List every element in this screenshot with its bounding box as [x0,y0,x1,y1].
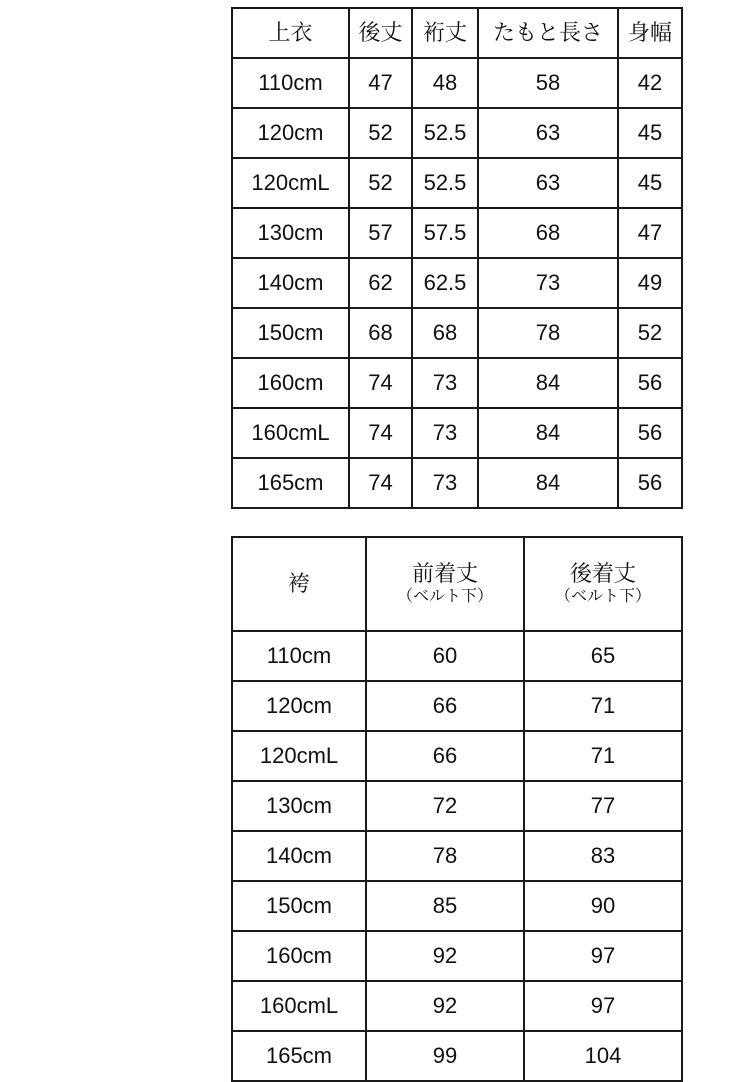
cell-front-length: 92 [366,981,524,1031]
row-label: 130cm [232,781,366,831]
cell-body-width: 45 [618,158,682,208]
column-header-front-length-sub: （ベルト下） [396,588,493,606]
cell-back-length: 47 [349,58,412,108]
table-row [232,681,682,731]
table-row [232,831,682,881]
cell-back-length: 52 [349,108,412,158]
hakama-size-table-container [231,536,683,1082]
cell-sleeve-width: 68 [412,308,478,358]
column-header-back-length-sub: （ベルト下） [554,588,651,606]
row-label: 160cm [232,358,349,408]
table-header-row [232,8,682,58]
tops-size-table-container [231,7,683,509]
row-label: 110cm [232,631,366,681]
row-label: 130cm [232,208,349,258]
cell-back-length: 74 [349,358,412,408]
column-header-front-length [366,537,524,631]
row-label: 140cm [232,258,349,308]
column-header-garment [232,537,366,631]
cell-body-width: 49 [618,258,682,308]
row-label: 150cm [232,308,349,358]
row-label: 140cm [232,831,366,881]
cell-sleeve-width: 52.5 [412,108,478,158]
cell-body-width: 56 [618,458,682,508]
cell-back-length: 83 [524,831,682,881]
cell-sleeve-pocket-length: 68 [478,208,618,258]
cell-back-length: 74 [349,458,412,508]
column-header-front-length-main: 前着丈 [411,561,478,587]
table-row [232,308,682,358]
cell-body-width: 47 [618,208,682,258]
cell-back-length: 77 [524,781,682,831]
cell-body-width: 56 [618,408,682,458]
cell-sleeve-pocket-length: 78 [478,308,618,358]
row-label: 110cm [232,58,349,108]
table-row [232,458,682,508]
cell-sleeve-pocket-length: 63 [478,108,618,158]
cell-front-length: 92 [366,931,524,981]
hakama-size-table [231,536,683,1082]
cell-sleeve-width: 48 [412,58,478,108]
column-header-back-length-main: 後着丈 [569,561,636,587]
cell-back-length: 52 [349,158,412,208]
table-row [232,58,682,108]
cell-back-length: 97 [524,981,682,1031]
row-label: 120cmL [232,158,349,208]
row-label: 160cmL [232,408,349,458]
cell-sleeve-width: 73 [412,458,478,508]
cell-sleeve-width: 73 [412,408,478,458]
table-row [232,108,682,158]
cell-sleeve-pocket-length: 73 [478,258,618,308]
column-header-body-width: 身幅 [618,8,682,58]
cell-body-width: 42 [618,58,682,108]
cell-sleeve-width: 73 [412,358,478,408]
cell-front-length: 66 [366,681,524,731]
row-label: 165cm [232,1031,366,1081]
row-label: 120cm [232,681,366,731]
cell-back-length: 74 [349,408,412,458]
row-label: 150cm [232,881,366,931]
cell-front-length: 99 [366,1031,524,1081]
table-row [232,931,682,981]
cell-front-length: 85 [366,881,524,931]
column-header-garment: 上衣 [232,8,349,58]
cell-back-length: 62 [349,258,412,308]
cell-back-length: 57 [349,208,412,258]
cell-sleeve-pocket-length: 84 [478,408,618,458]
column-header-sleeve-pocket-length: たもと長さ [478,8,618,58]
row-label: 160cm [232,931,366,981]
cell-body-width: 52 [618,308,682,358]
cell-body-width: 45 [618,108,682,158]
table-row [232,158,682,208]
table-row [232,881,682,931]
row-label: 120cm [232,108,349,158]
table-row [232,631,682,681]
cell-front-length: 66 [366,731,524,781]
cell-back-length: 71 [524,731,682,781]
column-header-back-length: 後丈 [349,8,412,58]
table-row [232,408,682,458]
table-row [232,781,682,831]
cell-sleeve-pocket-length: 63 [478,158,618,208]
cell-back-length: 68 [349,308,412,358]
cell-sleeve-width: 62.5 [412,258,478,308]
table-row [232,731,682,781]
column-header-back-length [524,537,682,631]
row-label: 160cmL [232,981,366,1031]
table-row [232,258,682,308]
cell-back-length: 90 [524,881,682,931]
cell-sleeve-pocket-length: 58 [478,58,618,108]
column-header-garment-main: 袴 [287,571,310,597]
cell-front-length: 78 [366,831,524,881]
cell-back-length: 97 [524,931,682,981]
table-row [232,358,682,408]
table-row [232,208,682,258]
cell-back-length: 104 [524,1031,682,1081]
cell-front-length: 72 [366,781,524,831]
cell-back-length: 71 [524,681,682,731]
cell-sleeve-width: 52.5 [412,158,478,208]
row-label: 120cmL [232,731,366,781]
row-label: 165cm [232,458,349,508]
table-header-row [232,537,682,631]
tops-size-table [231,7,683,509]
cell-back-length: 65 [524,631,682,681]
table-row [232,981,682,1031]
cell-body-width: 56 [618,358,682,408]
cell-front-length: 60 [366,631,524,681]
table-row [232,1031,682,1081]
column-header-sleeve-width: 裄丈 [412,8,478,58]
cell-sleeve-pocket-length: 84 [478,458,618,508]
cell-sleeve-pocket-length: 84 [478,358,618,408]
cell-sleeve-width: 57.5 [412,208,478,258]
